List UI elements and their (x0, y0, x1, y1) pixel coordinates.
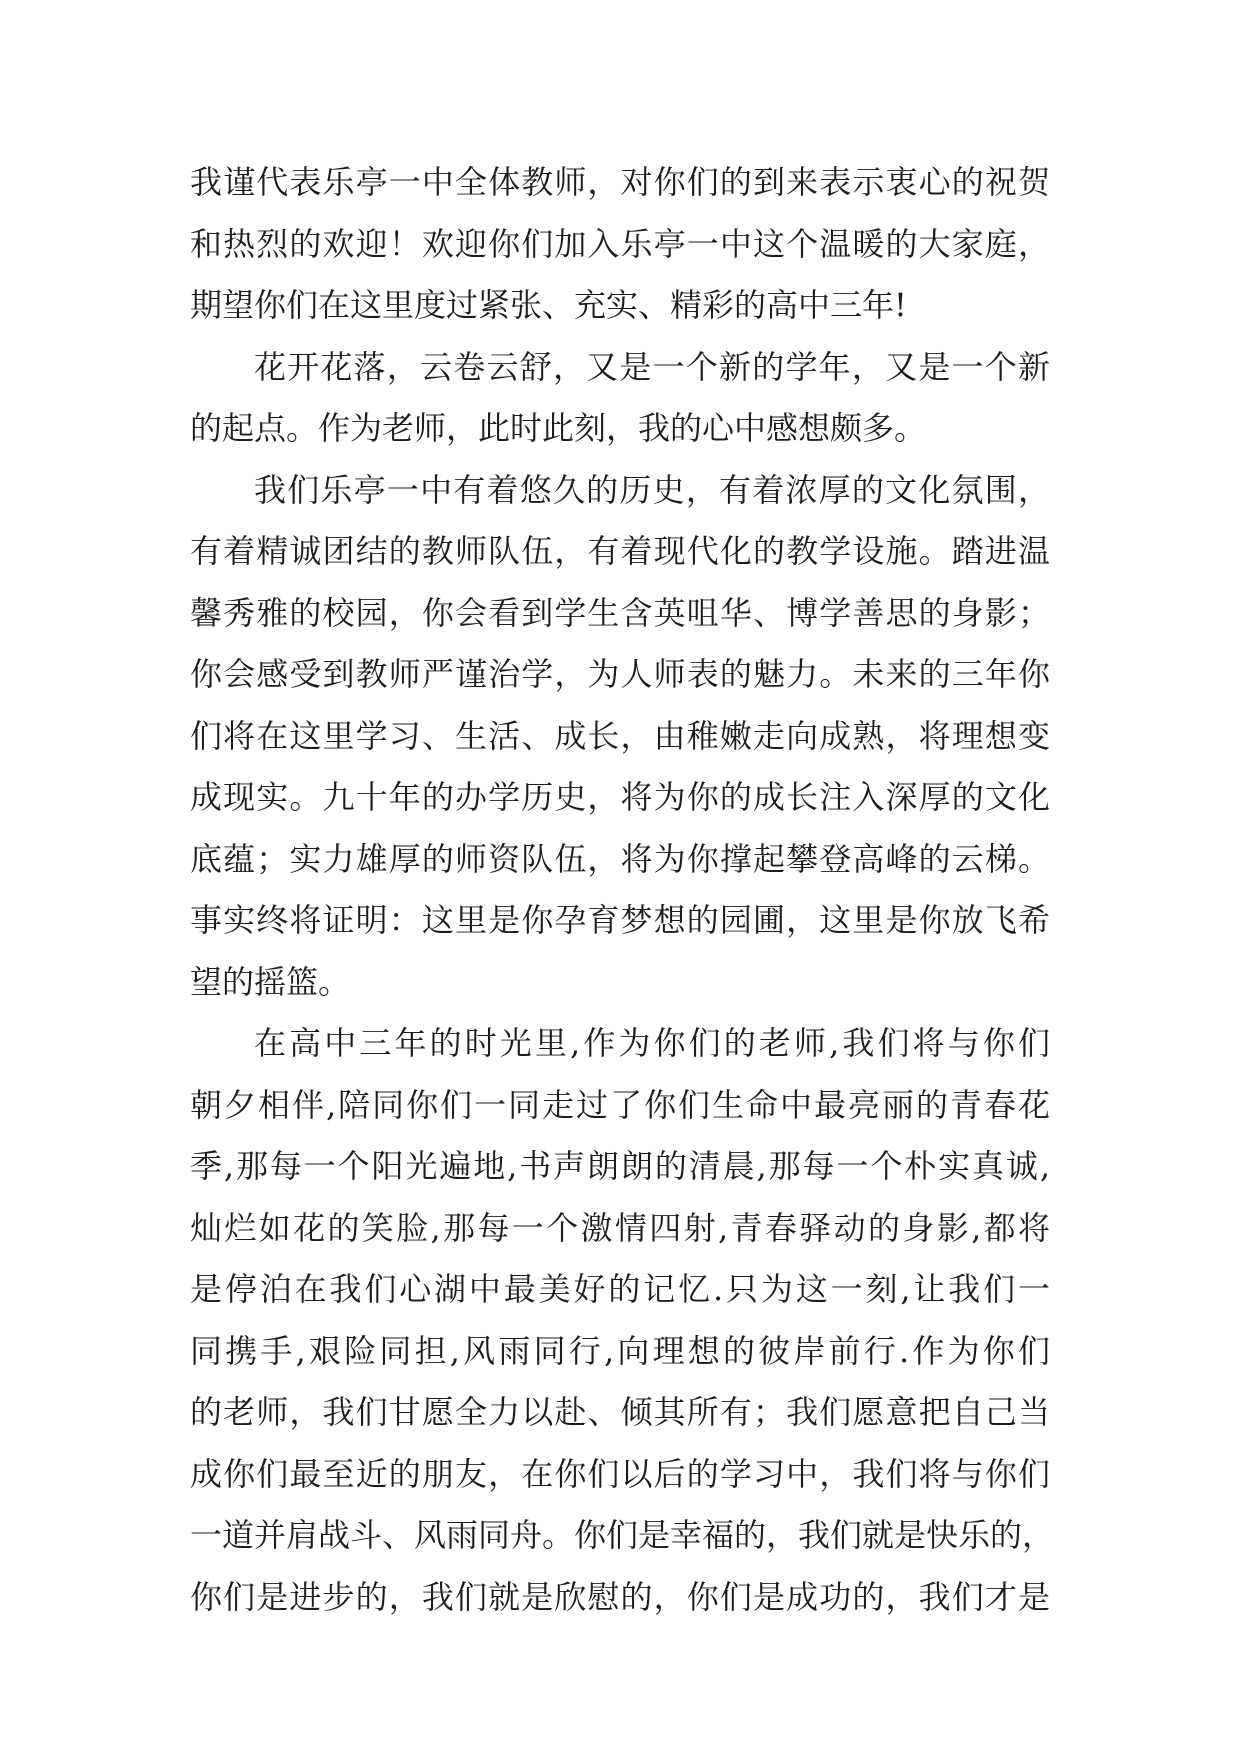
text-line: 的起点。作为老师，此时此刻，我的心中感想颇多。 (190, 409, 927, 447)
text-line: 们将在这里学习、生活、成长，由稚嫩走向成熟，将理想变 (190, 716, 1050, 755)
text-line: 成你们最至近的朋友，在你们以后的学习中，我们将与你们 (190, 1454, 1050, 1493)
text-line: 的老师，我们甘愿全力以赴、倾其所有；我们愿意把自己当 (190, 1393, 1050, 1431)
text-line: 一道并肩战斗、风雨同舟。你们是幸福的，我们就是快乐的， (190, 1516, 1055, 1554)
text-line: 有着精诚团结的教师队伍，有着现代化的教学设施。踏进温 (190, 532, 1050, 570)
text-line: 同携手,艰险同担,风雨同行,向理想的彼岸前行.作为你们 (190, 1331, 1050, 1370)
text-line: 花开花落，云卷云舒，又是一个新的学年，又是一个新 (254, 347, 1050, 386)
text-line: 季,那每一个阳光遍地,书声朗朗的清晨,那每一个朴实真诚, (190, 1147, 1050, 1185)
text-line: 朝夕相伴,陪同你们一同走过了你们生命中最亮丽的青春花 (190, 1085, 1050, 1124)
text-line: 望的摇篮。 (190, 962, 351, 1001)
text-line: 你会感受到教师严谨治学，为人师表的魅力。未来的三年你 (190, 655, 1050, 693)
text-line: 在高中三年的时光里,作为你们的老师,我们将与你们 (254, 1024, 1050, 1062)
text-line: 是停泊在我们心湖中最美好的记忆.只为这一刻,让我们一 (190, 1270, 1050, 1308)
text-line: 成现实。九十年的办学历史，将为你的成长注入深厚的文化 (190, 778, 1050, 816)
text-line: 你们是进步的，我们就是欣慰的，你们是成功的，我们才是 (190, 1577, 1050, 1616)
text-line: 灿烂如花的笑脸,那每一个激情四射,青春驿动的身影,都将 (190, 1208, 1050, 1247)
text-line: 期望你们在这里度过紧张、充实、精彩的高中三年! (190, 286, 907, 324)
text-line: 事实终将证明：这里是你孕育梦想的园圃，这里是你放飞希 (190, 901, 1050, 939)
text-line: 和热烈的欢迎！欢迎你们加入乐亭一中这个温暖的大家庭， (190, 224, 1050, 263)
text-line: 底蕴；实力雄厚的师资队伍，将为你撑起攀登高峰的云梯。 (190, 839, 1050, 878)
text-line: 我们乐亭一中有着悠久的历史，有着浓厚的文化氛围， (254, 470, 1050, 509)
body-text (190, 152, 1055, 1628)
text-line: 我谨代表乐亭一中全体教师，对你们的到来表示衷心的祝贺 (190, 163, 1050, 201)
text-line: 馨秀雅的校园，你会看到学生含英咀华、博学善思的身影； (190, 593, 1050, 632)
